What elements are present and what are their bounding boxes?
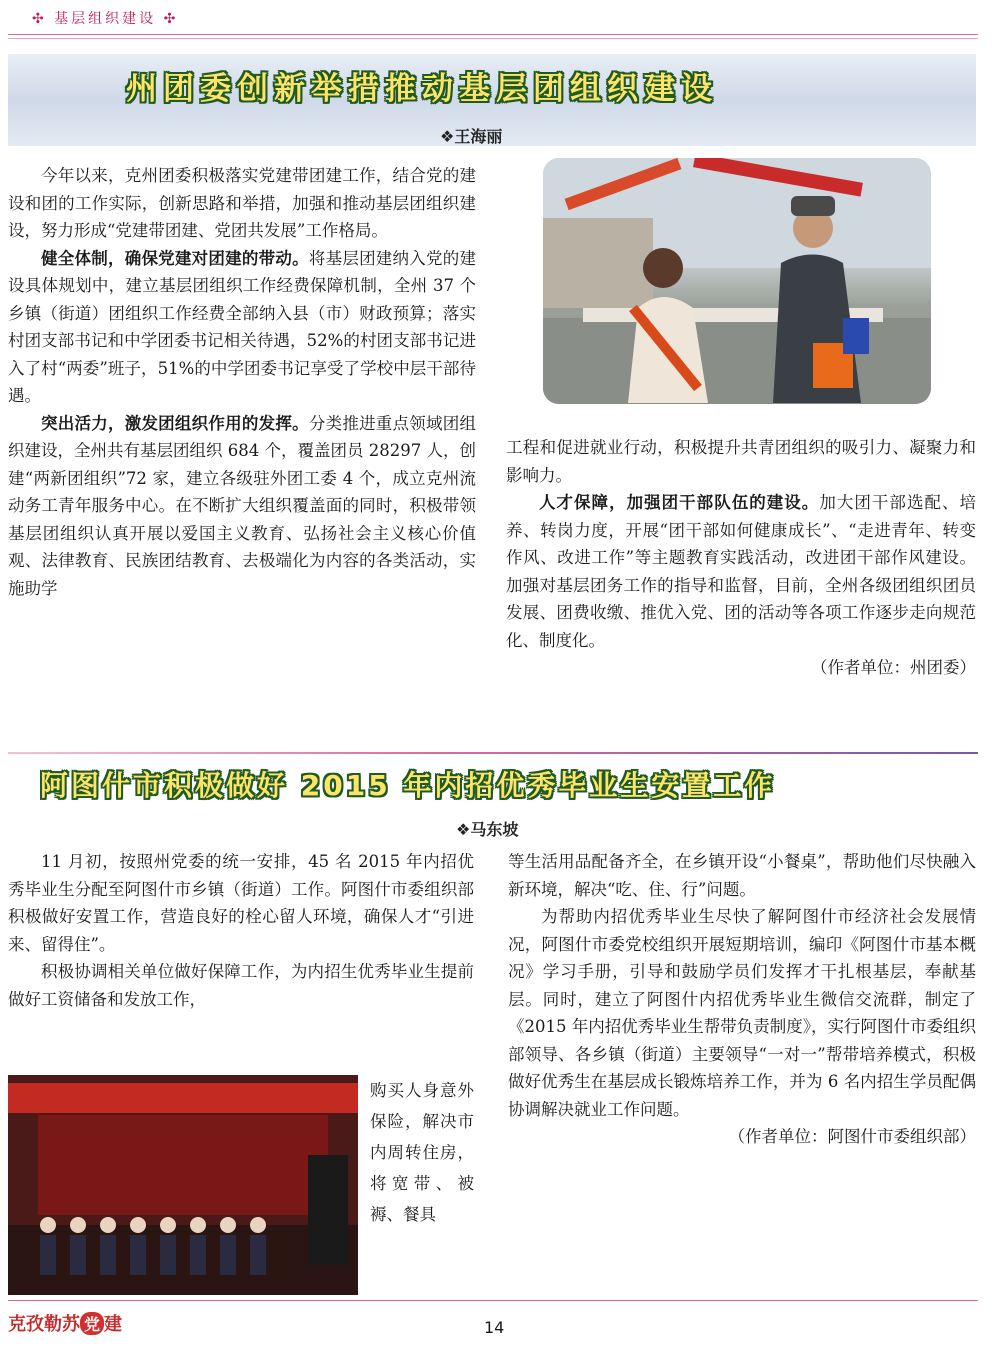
article1-photo-graphic [543,158,931,404]
article1-paragraph-4 [506,489,976,654]
article1-column-left [8,162,476,602]
article1-paragraph-3-continued: 工程和促进就业行动，积极提升共青团组织的吸引力、凝聚力和影响力。 [506,438,976,485]
article1-paragraph-2 [8,245,476,410]
article1-paragraph-3 [8,410,476,603]
article1-heading-3: 突出活力，激发团组织作用的发挥。 [41,413,309,433]
article1-column-right [506,434,976,682]
article1-byline: ❖王海丽 [440,127,503,146]
article2-author-unit: （作者单位：阿图什市委组织部） [728,1127,976,1146]
section-label: ✣ 基层组织建设 ✣ [32,11,179,27]
article1-body-3: 分类推进重点领域团组织建设，全州共有基层团组织 684 个，覆盖团员 28297 人，创建“两新团组织”72 家，建立各级驻外团工委 4 个，成立克州流动务工青年服务中心。在不断扩大组织覆盖面的同时，积极带领基层团组织认真开展以爱国主义教育、弘扬社会主义核心价值观、法律教育、民族团结教育、去极端化为内容的各类活动，实施助学 [8,413,477,598]
article2-column-left [8,848,474,1013]
header-divider-secondary [8,38,978,39]
article2-photo [8,1075,358,1295]
article2-photo-graphic [8,1075,358,1295]
article2-wrapped-text [370,1075,474,1230]
page-number: 14 [484,1318,505,1337]
article2-paragraph-2b: 购买人身意外保险，解决市内周转住房，将宽带、被褥、餐具 [370,1081,474,1224]
article2-paragraph-2c: 等生活用品配备齐全，在乡镇开设“小餐桌”，帮助他们尽快融入新环境，解决“吃、住、行”问题。 [508,852,976,899]
footer-logo-text: 克孜勒苏 [8,1314,80,1335]
article1-photo [543,158,931,404]
footer-logo-tail: 建 [104,1314,123,1335]
article1-body-2: 将基层团建纳入党的建设具体规划中，建立基层团组织工作经费保障机制，全州 37 个乡镇（街道）团组织工作经费全部纳入县（市）财政预算；落实村团支部书记和中学团委书记相关待遇，52%的村团支部书记进入了村“两委”班子，51%的中学团委书记享受了学校中层干部待遇。 [8,248,477,405]
footer-logo [8,1310,122,1336]
article1-body-4: 加大团干部选配、培养、转岗力度，开展“团干部如何健康成长”、“走进青年、转变作风、改进工作”等主题教育实践活动，改进团干部作风建设。加强对基层团务工作的指导和监督，目前，全州各级团组织团员发展、团费收缴、推优入党、团的活动等各项工作逐步走向规范化、制度化。 [506,493,977,650]
article2-title: 阿图什市积极做好 2015 年内招优秀毕业生安置工作 [40,769,776,802]
header-divider [8,34,978,35]
article2-paragraph-2a: 积极协调相关单位做好保障工作，为内招生优秀毕业生提前做好工资储备和发放工作， [8,962,474,1009]
footer-logo-badge: 党 [80,1312,104,1335]
article-divider [8,752,978,754]
article1-heading-4: 人才保障，加强团干部队伍的建设。 [539,493,820,512]
article1-heading-2: 健全体制，确保党建对团建的带动。 [41,248,309,268]
article1-title: 州团委创新举措推动基层团组织建设 [126,71,718,107]
footer-divider [8,1300,978,1301]
article1-paragraph-1: 今年以来，克州团委积极落实党建带团建工作，结合党的建设和团的工作实际，创新思路和举措，加强和推动基层团组织建设，努力形成“党建带团建、党团共发展”工作格局。 [8,166,476,240]
article1-author-unit: （作者单位：州团委） [811,658,976,677]
article2-column-right [508,848,976,1151]
article2-paragraph-1: 11 月初，按照州党委的统一安排，45 名 2015 年内招优秀毕业生分配至阿图什市乡镇（街道）工作。阿图什市委组织部积极做好安置工作，营造良好的栓心留人环境，确保人才“引进来、留得住”。 [8,852,474,954]
article2-byline: ❖马东坡 [456,820,519,839]
article2-paragraph-3: 为帮助内招优秀毕业生尽快了解阿图什市经济社会发展情况，阿图什市委党校组织开展短期培训，编印《阿图什市基本概况》学习手册，引导和鼓励学员们发挥才干扎根基层，奉献基层。同时，建立了阿图什内招优秀毕业生微信交流群，制定了《2015 年内招优秀毕业生帮带负责制度》，实行阿图什市委组织部领导、各乡镇（街道）主要领导“一对一”帮带培养模式，积极做好优秀生在基层成长锻炼培养工作，并为 6 名内招生学员配偶协调解决就业工作问题。 [508,907,976,1119]
